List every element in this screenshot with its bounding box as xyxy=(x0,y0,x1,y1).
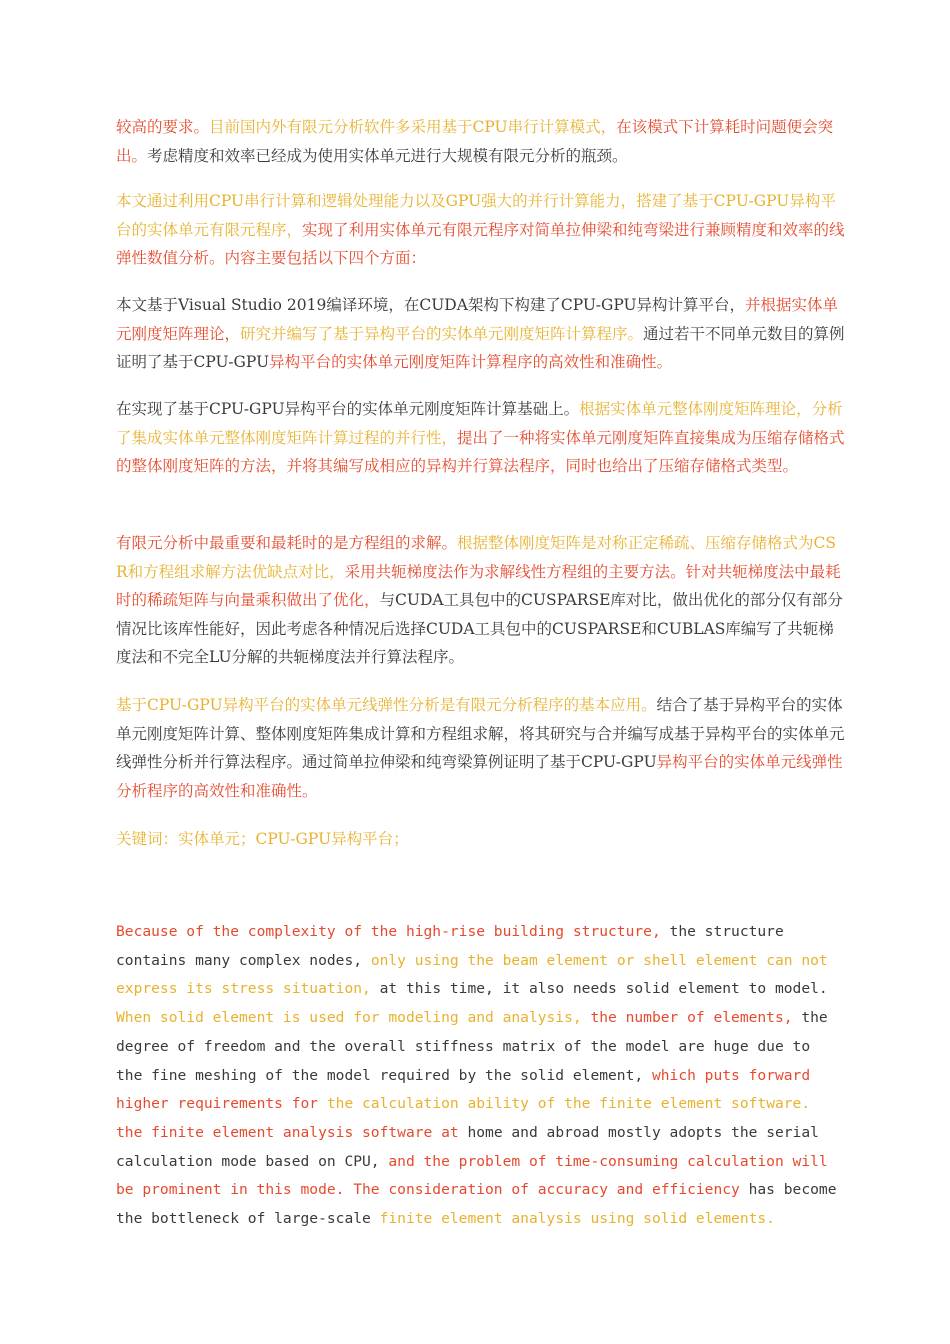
text-run: 研究并编写了基于异构平台的实体单元刚度矩阵计算程序。 xyxy=(240,324,644,343)
text-run: has become the bottleneck of large-scale xyxy=(116,1181,837,1228)
text-run: 结合了基于异构平台的实体单元刚度矩阵计算、整体刚度矩阵集成计算和方程组求解，将其研究与合并编写成基于异构平台的实体单元线弹性分析并行算法程序。通过简单拉伸梁和纯弯梁算例证明了基于CPU-GPU xyxy=(116,696,845,771)
text-run: and the problem of time-consuming calculation will be prominent in this mode. The consideration of accuracy and efficiency xyxy=(116,1152,828,1199)
text-run: 异构平台的实体单元线弹性分析程序的高效性和准确性。 xyxy=(116,753,843,800)
paragraph-intro-continuation xyxy=(116,113,846,170)
text-run: Because of the complexity of the high-rise building structure, xyxy=(116,923,661,940)
text-run: 在该模式下计算耗时问题便会突出。 xyxy=(116,118,834,165)
text-run: 本文通过利用CPU串行计算和逻辑处理能力以及GPU强大的并行计算能力，搭建了基于CPU-GPU异构平台的实体单元有限元程序， xyxy=(116,192,836,239)
text-run: the degree of freedom and the overall stiffness matrix of the model are huge due to the fine meshing of the model required by the solid element, xyxy=(116,1009,828,1084)
keywords-text: 关键词：实体单元；CPU-GPU异构平台； xyxy=(116,830,409,848)
text-run: 较高的要求。 xyxy=(116,118,210,136)
paragraph-linear-elastic xyxy=(116,691,846,805)
text-run: 并根据实体单元刚度矩阵理论， xyxy=(116,296,839,343)
text-run: 通过若干不同单元数目的算例证明了基于CPU-GPU xyxy=(116,324,845,371)
paragraph-stiffness-matrix xyxy=(116,291,846,377)
text-run: the finite element analysis software at xyxy=(116,1123,459,1141)
text-run: 根据整体刚度矩阵是对称正定稀疏、压缩存储格式为CSR和方程组求解方法优缺点对比， xyxy=(116,534,836,581)
text-run: 有限元分析中最重要和最耗时的是方程组的求解。 xyxy=(116,534,458,552)
text-run: 根据实体单元整体刚度矩阵理论，分析了集成实体单元整体刚度矩阵计算过程的并行性， xyxy=(116,400,843,447)
text-run: 提出了一种将实体单元刚度矩阵直接集成为压缩存储格式的整体刚度矩阵的方法，并将其编写成相应的异构并行算法程序，同时也给出了 xyxy=(116,428,845,475)
text-run: 实现了利用实体单元有限元程序对简单拉伸梁和纯弯梁进行兼顾精度和效率的线弹性数值分析。内容主要包括以下四个方面： xyxy=(116,220,845,267)
text-run: 采用共轭梯度法作为求解线性方程组的主要方法。针对共轭梯度法中最耗时的稀疏矩阵与向量乘积做出了优化， xyxy=(116,562,841,609)
text-run: only using the beam element or shell element can not express its stress situation, xyxy=(116,951,828,998)
text-run: 与CUDA工具包中的CUSPARSE库对比，做出优化的部分仅有部分情况比该库性能好，因此考虑各种情况后选择CUDA工具包中的CUSPARSE和CUBLAS库编写了共轭梯度法和不完全LU分解的共轭梯度法并行算法程序。 xyxy=(116,591,843,666)
paragraph-solver xyxy=(116,529,846,672)
text-run: 考虑精度和效率已经成为使用实体单元进行大规模有限元分析的瓶颈。 xyxy=(147,146,628,165)
text-run: the structure contains many complex nodes, xyxy=(116,923,784,969)
text-run: which puts forward higher requirements for xyxy=(116,1066,811,1113)
text-run: When solid element is used for modeling and analysis, xyxy=(116,1009,582,1027)
text-run: 基于CPU-GPU异构平台的实体单元线弹性分析是有限元分析程序的基本应用。 xyxy=(116,696,657,714)
english-abstract-paragraph xyxy=(116,918,838,1234)
text-run: 目前国内外有限元分析软件多采用基于CPU串行计算模式， xyxy=(209,118,617,136)
keywords-line xyxy=(116,825,846,854)
text-run: finite element analysis using solid elements. xyxy=(379,1210,775,1228)
paragraph-global-stiffness xyxy=(116,395,846,481)
text-run: 在实现了基于CPU-GPU异构平台的实体单元刚度矩阵计算基础上。 xyxy=(116,400,580,418)
text-run: at this time, it also needs solid element to model. xyxy=(370,980,828,998)
paragraph-overview xyxy=(116,187,846,273)
text-run: the number of elements, xyxy=(581,1009,793,1027)
text-run: the calculation ability of the finite element software. xyxy=(318,1095,811,1113)
text-run: home and abroad mostly adopts the serial calculation mode based on CPU, xyxy=(116,1123,819,1170)
text-run: 异构平台的实体单元刚度矩阵计算程序的高效性和准确性。 xyxy=(269,353,673,371)
text-run: 本文基于Visual Studio 2019编译环境，在CUDA架构下构建了CPU-GPU异构计算平台， xyxy=(116,296,746,314)
text-run: 压缩存储格式类型。 xyxy=(658,457,799,475)
